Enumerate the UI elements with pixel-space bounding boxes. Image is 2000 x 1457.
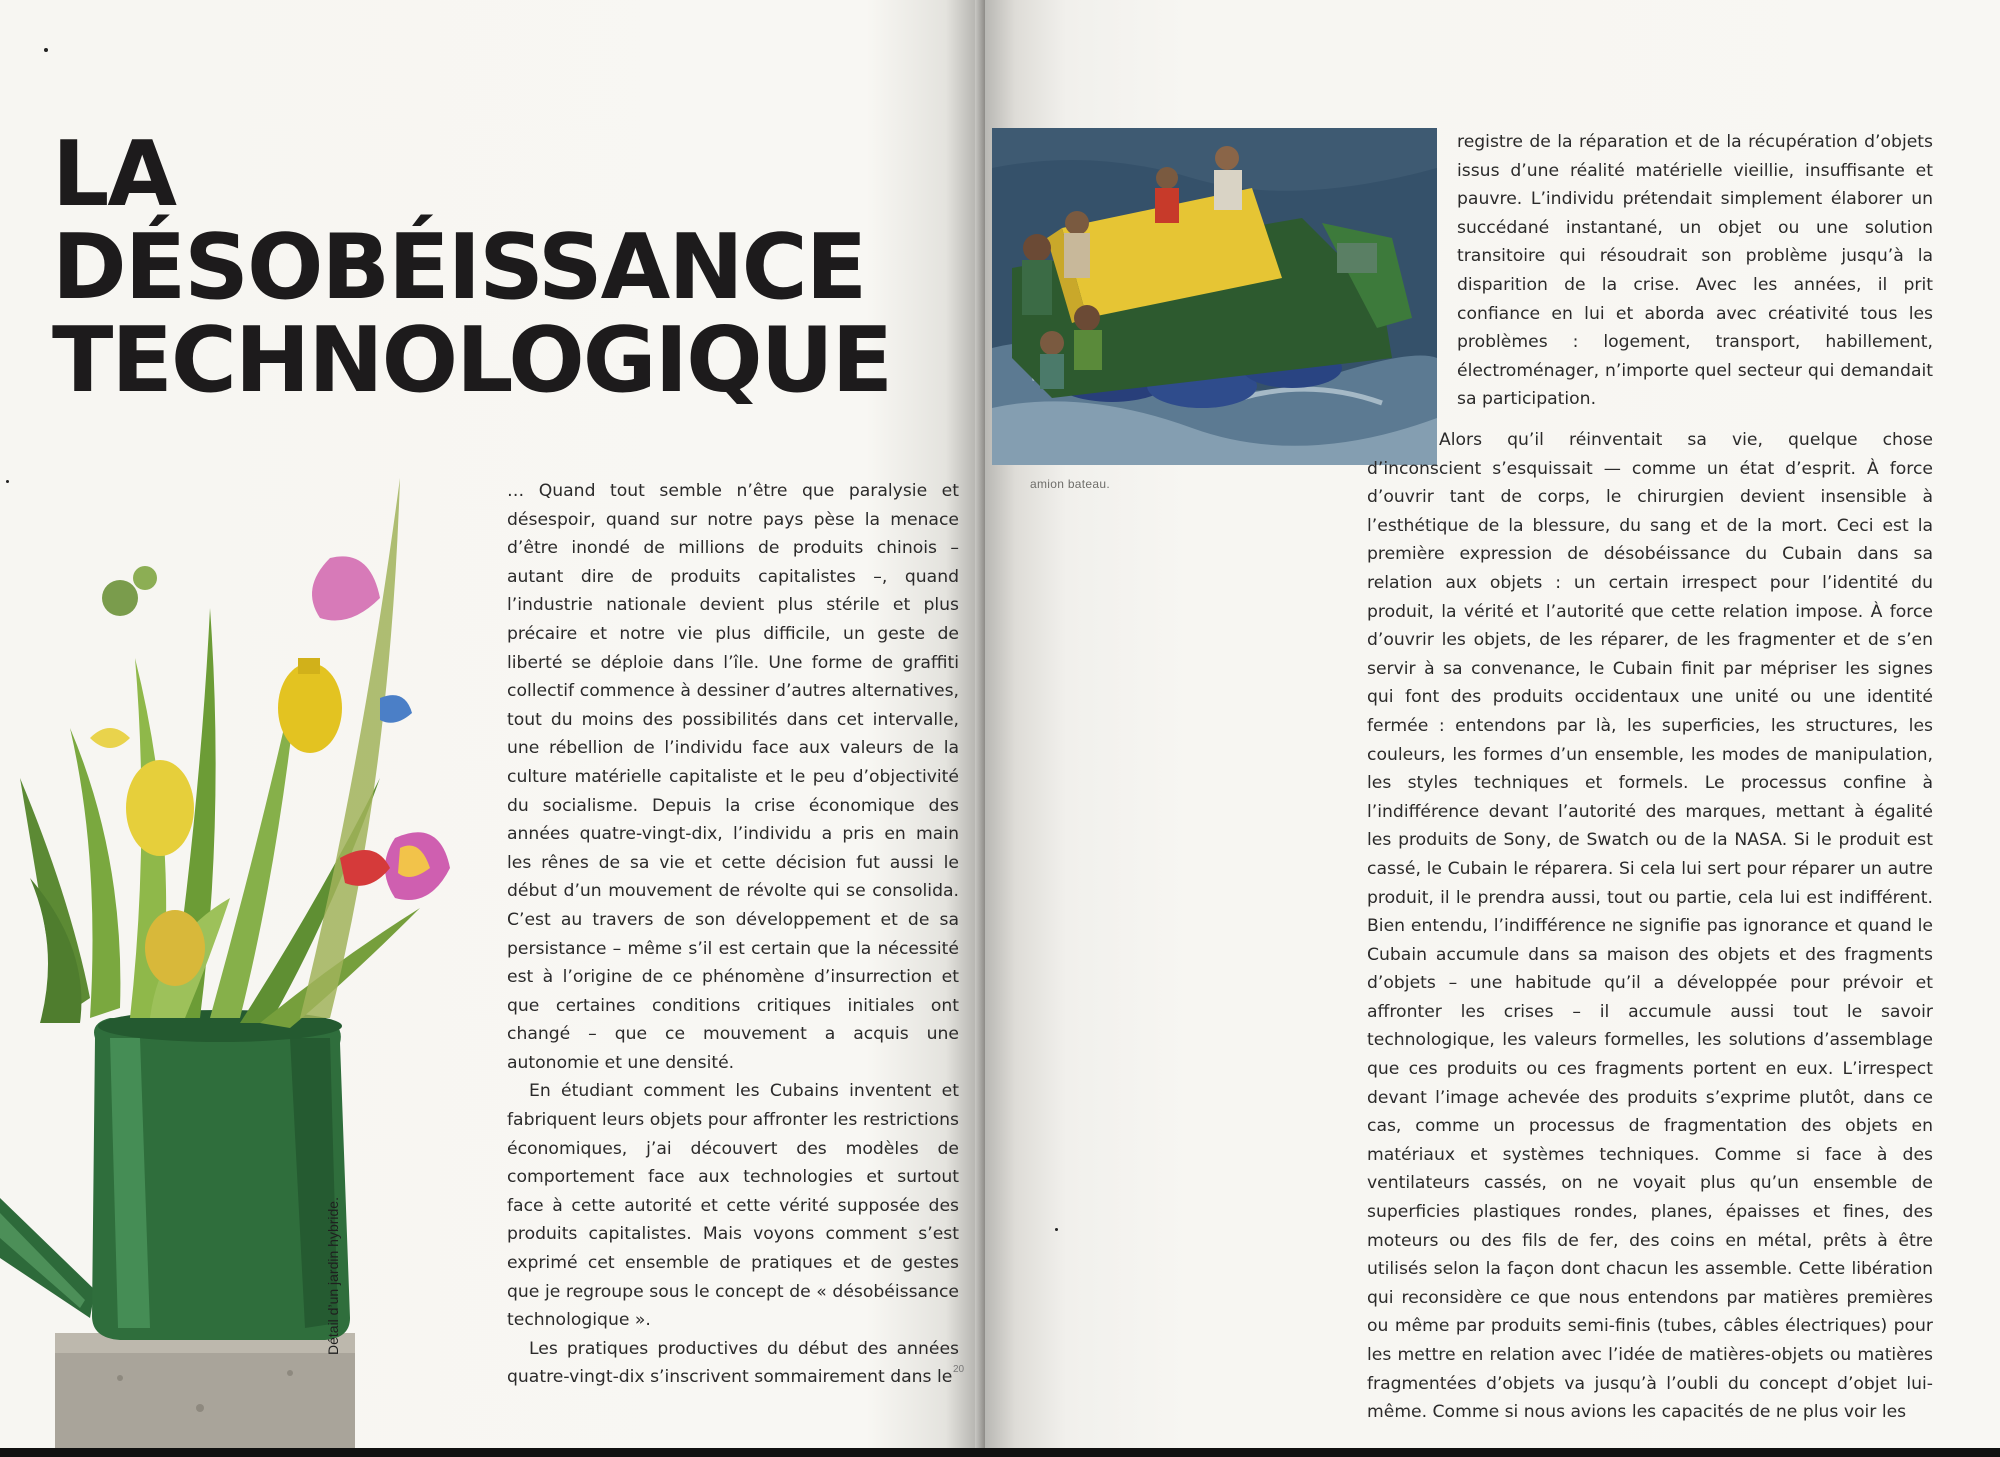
paragraph: registre de la réparation et de la récupération d’objets issus d’une réalité matérielle vieillie, insuffisante et pauvre. L’individu prétendait simplement élaborer un succédané instantané, un objet ou une solution transitoire qui résoudrait son problème jusqu’à la disparition de la crise. Avec les années, il prit confiance en lui et aborda avec créativité tous les problèmes : logement, transport, habillement, électroménager, n’importe quel secteur qui demandait sa participation. <box>1457 132 1933 410</box>
title-line-2: DÉSOBÉISSANCE <box>52 215 866 320</box>
truck-boat-photo <box>992 128 1437 465</box>
paragraph: Alors qu’il réinventait sa vie, quelque chose d’inconscient s’esquissait — comme un état d’esprit. À force d’ouvrir tant de corps, le chirurgien devient insensible à l’esthétique de la blessure, du sang et de la mort. Ceci est la première expression de désobéissance du Cubain dans sa relation aux objets : un certain irrespect pour l’identité du produit, la vérité et l’autorité que cette relation impose. À force d’ouvrir les objets, de les réparer, de les fragmenter et de s’en servir à sa convenance, le Cubain finit par mépriser les signes qui font des produits occidentaux une unité ou une identité fermée : entendons par là, les superficies, les structures, les couleurs, les formes d’un ensemble, les modes de manipulation, les styles techniques et formels. Le processus confine à l’indifférence devant l’autorité des marques, mettant à égalité les produits de Sony, de Swatch ou de la NASA. Si le produit est cassé, le Cubain le réparera. Si cela lui sert pour réparer un autre produit, il le prendra aussi, tout ou partie, cela lui est indifférent. Bien entendu, l’indifférence ne signifie pas ignorance et quand le Cubain accumule dans sa maison des objets et des fragments d’objets – une habitude qu’il a développée pour prévoir et affronter les crises – il accumule aussi tout le savoir technologique, les valeurs formelles, les solutions d’assemblage que ces produits ou ces fragments portent en eux. L’irrespect devant l’image achevée des produits s’exprime plutôt, dans ce cas, comme un processus de fragmentation des objets en matériaux et systèmes techniques. Comme si face à des ventilateurs cassés, on ne voyait plus qu’un ensemble de superficies plastiques rondes, planes, épaisses et fines, des moteurs ou des fils de fer, des coins en métal, prêts à être utilisés selon la façon dont chacun les assemble. Cette libération qui reconsidère ce que nous entendons par matières premières ou même par produits semi-finis (tubes, câbles électriques) pour les mettre en relation avec l’idée de matières-objets ou matières fragmentées d’objets va jusqu’à l’oubli du concept d’objet lui-même. Comme si nous avions les capacités de ne plus voir les <box>1367 430 1933 1423</box>
paragraph: En étudiant comment les Cubains inventent et fabriquent leurs objets pour affronter les restrictions économiques, j’ai découvert des modèles de comportement face aux technologies et surtout face à cette autorité et cette vérité supposée des produits capitalistes. Mais voyons comment s’est exprimé cet ensemble de pratiques et de gestes que je regroupe sous le concept de « désobéissance technologique ». <box>507 1081 959 1331</box>
speck <box>44 48 48 52</box>
right-page-main-text <box>1367 426 1933 1427</box>
paragraph: Les pratiques productives du début des années quatre-vingt-dix s’inscrivent sommairement dans le <box>507 1338 959 1388</box>
scan-edge <box>0 1448 2000 1457</box>
speck <box>1055 1228 1058 1231</box>
paragraph: … Quand tout semble n’être que paralysie et désespoir, quand sur notre pays pèse la menace d’être inondé de millions de produits chinois – autant dire de produits capitalistes –, quand l’industrie nationale devient plus stérile et plus précaire et notre vie plus difficile, un geste de liberté se déploie dans l’île. Une forme de graffiti collectif commence à dessiner d’autres alternatives, tout du moins des possibilités dans cet intervalle, une rébellion de l’individu face aux valeurs de la culture matérielle capitaliste et le peu d’objectivité du socialisme. Depuis la crise économique des années quatre-vingt-dix, l’individu a pris en main les rênes de sa vie et cette décision fut aussi le début d’un mouvement de révolte qui se consolida. C’est au travers de son développement et de sa persistance – même s’il est certain que la nécessité est à l’origine de ce phénomène d’insurrection et que certaines conditions critiques initiales ont changé – que ce mouvement a acquis une autonomie et une densité. <box>507 481 959 1073</box>
boat-photo-caption: amion bateau. <box>1030 477 1110 491</box>
page-number: 20 <box>953 1364 965 1375</box>
chapter-title <box>52 122 892 413</box>
right-page-top-text <box>1457 128 1933 414</box>
plastic-flowers <box>20 478 420 1028</box>
yellow-bottle-flower <box>278 663 342 753</box>
pink-flower <box>312 556 380 620</box>
hybrid-garden-photo <box>0 478 455 1450</box>
title-line-1: LA <box>52 122 176 227</box>
garden-photo-caption: Détail d’un jardin hybride. <box>325 1197 341 1355</box>
left-page-body <box>507 477 959 1392</box>
title-line-3: TECHNOLOGIQUE <box>52 308 892 413</box>
